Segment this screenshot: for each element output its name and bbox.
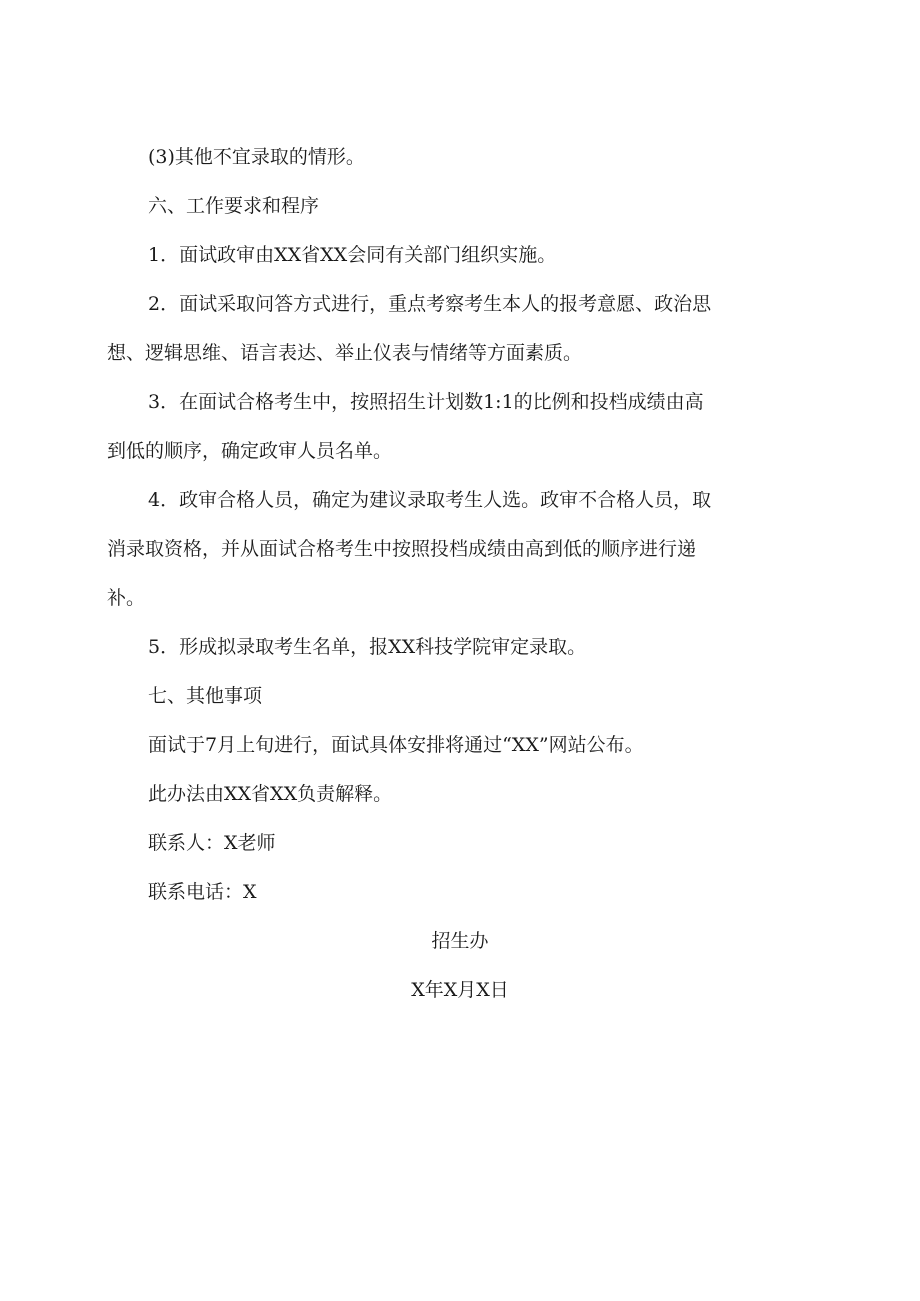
item-3-paragraph: (3)其他不宜录取的情形。 <box>148 146 365 168</box>
step-4-line-2: 消录取资格，并从面试合格考生中按照投档成绩由高到低的顺序进行递 <box>107 538 697 560</box>
step-2-line-2: 想、逻辑思维、语言表达、举止仪表与情绪等方面素质。 <box>107 342 583 364</box>
contact-phone: 联系电话：X <box>148 881 257 903</box>
step-1-paragraph: 1．面试政审由XX省XX会同有关部门组织实施。 <box>148 244 557 266</box>
interpretation-note: 此办法由XX省XX负责解释。 <box>148 783 393 805</box>
step-5-paragraph: 5．形成拟录取考生名单，报XX科技学院审定录取。 <box>148 636 587 658</box>
contact-person: 联系人：X老师 <box>148 832 276 854</box>
step-2-line-1: 2．面试采取问答方式进行，重点考察考生本人的报考意愿、政治思 <box>148 293 712 315</box>
step-3-line-1: 3．在面试合格考生中，按照招生计划数1:1的比例和投档成绩由高 <box>148 391 704 413</box>
step-4-line-3: 补。 <box>107 587 146 609</box>
interview-note: 面试于7月上旬进行，面试具体安排将通过“XX”网站公布。 <box>148 734 644 756</box>
step-4-line-1: 4．政审合格人员，确定为建议录取考生人选。政审不合格人员，取 <box>148 489 712 511</box>
signature-date: X年X月X日 <box>411 979 509 1001</box>
section-6-heading: 六、工作要求和程序 <box>148 195 320 217</box>
signature-office: 招生办 <box>431 930 489 952</box>
section-7-heading: 七、其他事项 <box>148 685 263 707</box>
step-3-line-2: 到低的顺序，确定政审人员名单。 <box>107 440 393 462</box>
